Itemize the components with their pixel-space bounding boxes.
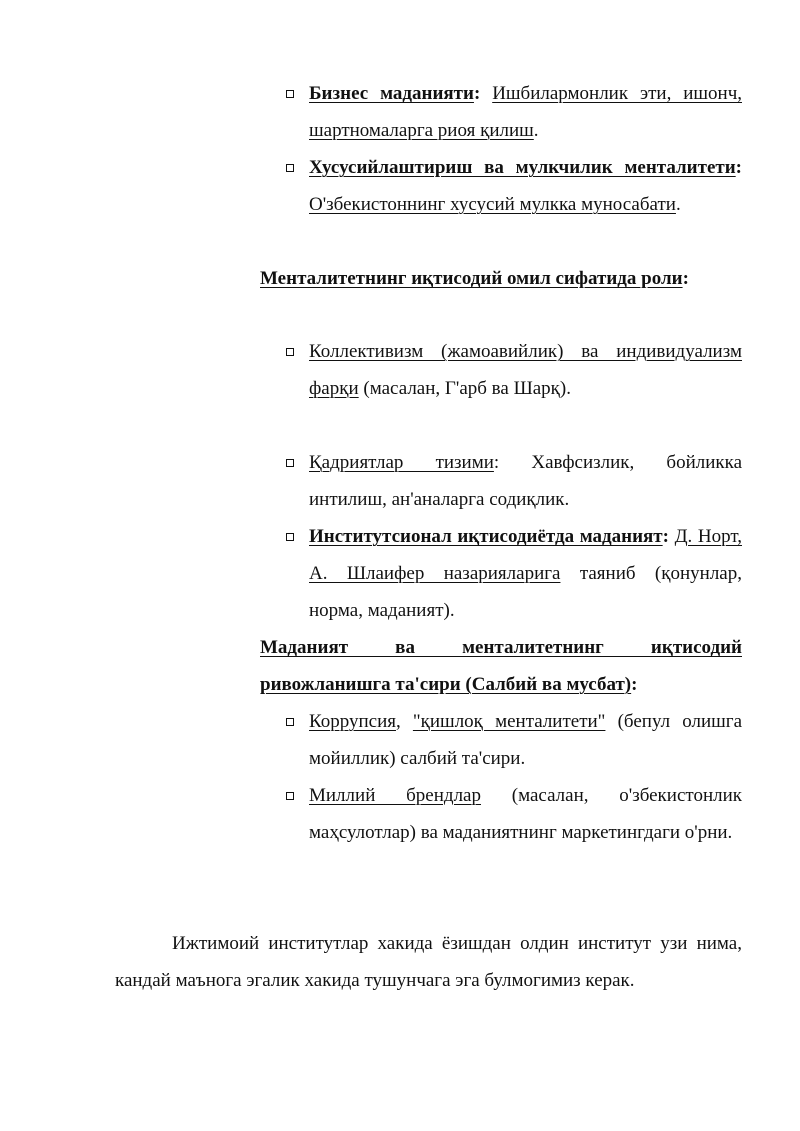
- term-national-brands: Миллий брендлар: [309, 785, 481, 806]
- term-collectivism: Коллективизм (жамоавийлик) ва индивидуализм фарқи: [309, 341, 742, 399]
- list-item-national-brands: Миллий брендлар (масалан, o'збекистонлик маҳсулотлар) ва маданиятнинг маркетингдаги o'рни.: [309, 777, 742, 851]
- term-institutional: Институтсионал иқтисодиётда маданият: [309, 526, 663, 547]
- term-values: Қадриятлар тизими: [309, 452, 494, 473]
- section-heading-impact: Маданият ва менталитетнинг иқтисодий ривожланишга та'сири (Салбий ва мусбат):: [260, 637, 742, 695]
- list-item-collectivism: Коллективизм (жамоавийлик) ва индивидуализм фарқи (масалан, Г'арб ва Шарқ).: [309, 333, 742, 407]
- list-item-privatization: Хусусийлаштириш ва мулкчилик менталитети: O'збекистоннинг хусусий мулкка муносабати.: [309, 149, 742, 223]
- definition-privatization: O'збекистоннинг хусусий мулкка муносабати: [309, 194, 676, 215]
- list-item-business-culture: Бизнес маданияти: Ишбилармонлик эти, ишонч, шартномаларга риоя қилиш.: [309, 75, 742, 149]
- term-corruption: Коррупсия: [309, 711, 396, 732]
- list-item-values: Қадриятлар тизими: Хавфсизлик, бойликка интилиш, ан'аналарга содиқлик.: [309, 444, 742, 518]
- section-heading-mentality-role: Менталитетнинг иқтисодий омил сифатида роли:: [260, 268, 689, 289]
- term-village-mentality: "қишлоқ менталитети": [412, 711, 606, 732]
- term-business-culture: Бизнес маданияти: [309, 83, 474, 104]
- list-item-institutional: Институтсионал иқтисодиётда маданият: Д. Норт, А. Шлаифер назарияларига таяниб (қонунлар, норма, маданият).: [309, 518, 742, 629]
- body-paragraph: Ижтимоий институтлар хакида ёзишдан олдин институт узи нима, кандай маънога эгалик хакида тушунчага эга булмогимиз керак.: [115, 933, 742, 991]
- definition-business-culture: Ишбилармонлик эти, ишонч, шартномаларга риоя қилиш: [309, 83, 742, 141]
- term-north-shleifer: Д. Норт, А. Шлаифер назарияларига: [309, 526, 742, 584]
- list-item-corruption: Коррупсия, "қишлоқ менталитети" (бепул олишга мойиллик) салбий та'сири.: [309, 703, 742, 777]
- term-privatization: Хусусийлаштириш ва мулкчилик менталитети: [309, 157, 736, 178]
